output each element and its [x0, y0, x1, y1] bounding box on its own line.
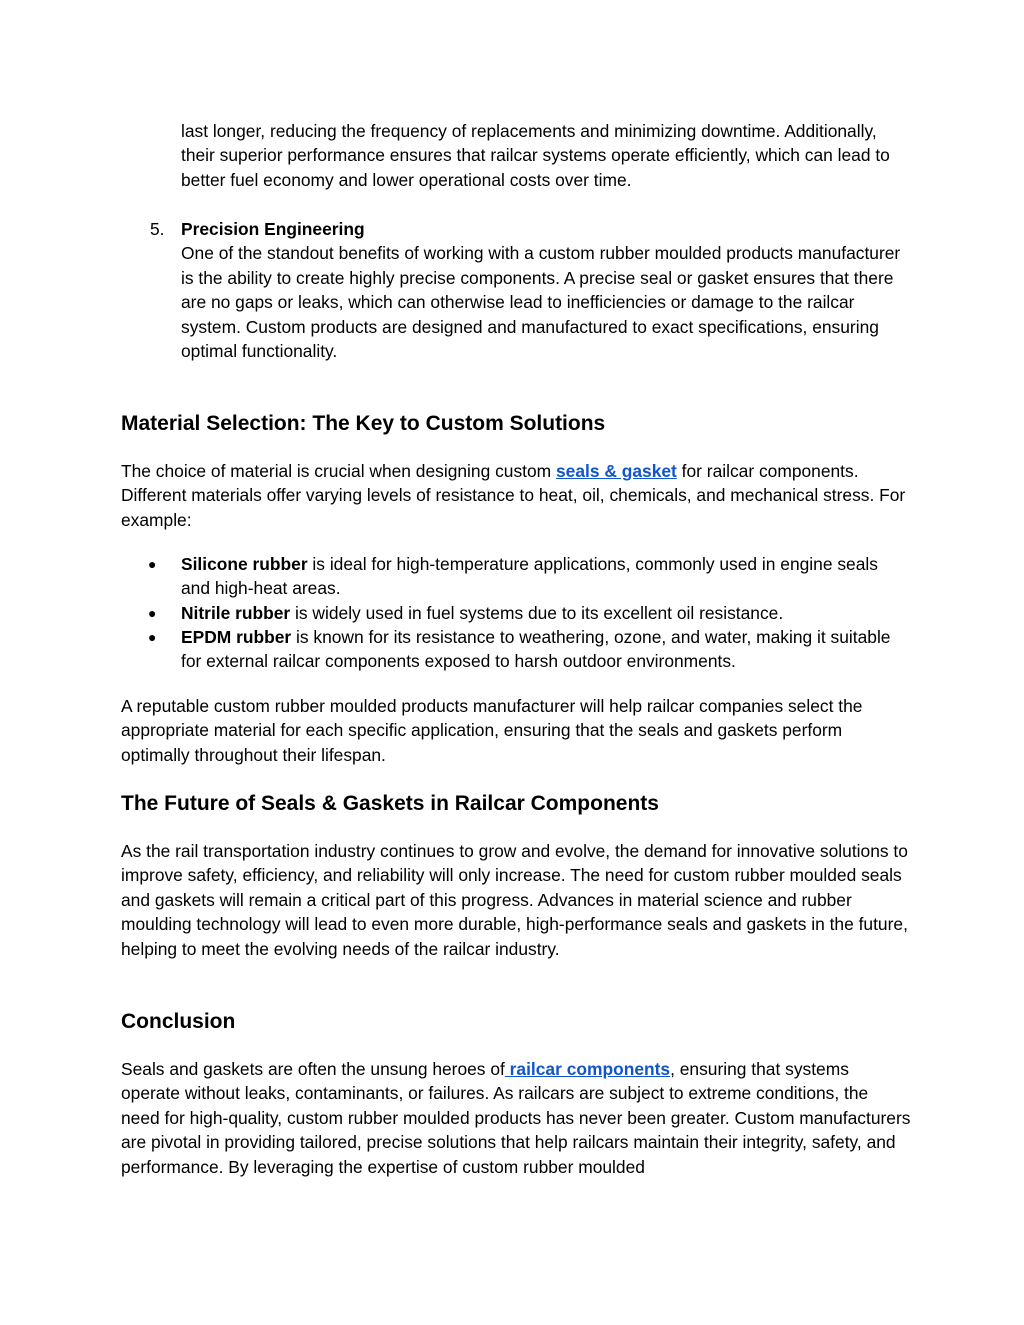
material-closing-paragraph: A reputable custom rubber moulded products manufacturer will help railcar companies select the appropriate material for each specific application, ensuring that the seals and gaskets perform optimally throughout their lifespan. — [121, 696, 863, 765]
bullet-bold: EPDM rubber — [181, 627, 292, 647]
bullet-text: is ideal for high-temperature applications, commonly used in engine seals and high-heat areas. — [181, 554, 878, 599]
railcar-components-link[interactable]: railcar components — [504, 1059, 671, 1079]
section-heading-material: Material Selection: The Key to Custom Solutions — [121, 412, 606, 435]
material-para-start: The choice of material is crucial when designing custom — [121, 461, 556, 481]
list-item — [181, 601, 911, 625]
material-paragraph — [121, 459, 911, 532]
bullet-bold: Silicone rubber — [181, 554, 308, 574]
section-heading-conclusion: Conclusion — [121, 1010, 236, 1033]
bullet-bold: Nitrile rubber — [181, 603, 291, 623]
list-item — [181, 552, 911, 601]
conclusion-para-end: , ensuring that systems operate without leaks, contaminants, or failures. As railcars are subject to extreme conditions, the need for high-quality, custom rubber moulded products has never been greater. Custom manufacturers are pivotal in providing tailored, precise solutions that help railcars maintain their integrity, safety, and performance. By leveraging the expertise of custom rubber moulded — [121, 1059, 911, 1177]
material-para-end: for railcar components. Different materials offer varying levels of resistance to heat, oil, chemicals, and mechanical stress. For example: — [121, 461, 906, 530]
seals-gasket-link[interactable]: seals & gasket — [555, 461, 677, 481]
list-item — [181, 625, 911, 674]
list-item-text: One of the standout benefits of working with a custom rubber moulded products manufacturer is the ability to create highly precise components. A precise seal or gasket ensures that there are no gaps or leaks, which can otherwise lead to inefficiencies or damage to the railcar system. Custom products are designed and manufactured to exact specifications, ensuring optimal functionality. — [181, 243, 901, 362]
section-heading-future: The Future of Seals & Gaskets in Railcar Components — [121, 792, 659, 815]
bullet-glyph: ● — [148, 556, 157, 572]
bullet-glyph: ● — [148, 605, 157, 621]
bullet-text: is known for its resistance to weathering, ozone, and water, making it suitable for external railcar components exposed to harsh outdoor environments. — [181, 627, 891, 672]
list-item-5 — [181, 217, 911, 363]
list-item-title: Precision Engineering — [181, 219, 365, 239]
intro-continuation: last longer, reducing the frequency of replacements and minimizing downtime. Additionally, their superior performance ensures that railcar systems operate efficiently, which can lead to better fuel economy and lower operational costs over time. — [181, 121, 890, 190]
future-paragraph: As the rail transportation industry continues to grow and evolve, the demand for innovative solutions to improve safety, efficiency, and reliability will only increase. The need for custom rubber moulded seals and gaskets will remain a critical part of this progress. Advances in material science and rubber moulding technology will lead to even more durable, high-performance seals and gaskets in the future, helping to meet the evolving needs of the railcar industry. — [121, 841, 908, 959]
bullet-text: is widely used in fuel systems due to its excellent oil resistance. — [290, 603, 784, 623]
conclusion-paragraph — [121, 1057, 911, 1179]
conclusion-para-start: Seals and gaskets are often the unsung heroes of — [121, 1059, 505, 1079]
list-number: 5. — [150, 219, 165, 239]
bullet-glyph: ● — [148, 629, 157, 645]
